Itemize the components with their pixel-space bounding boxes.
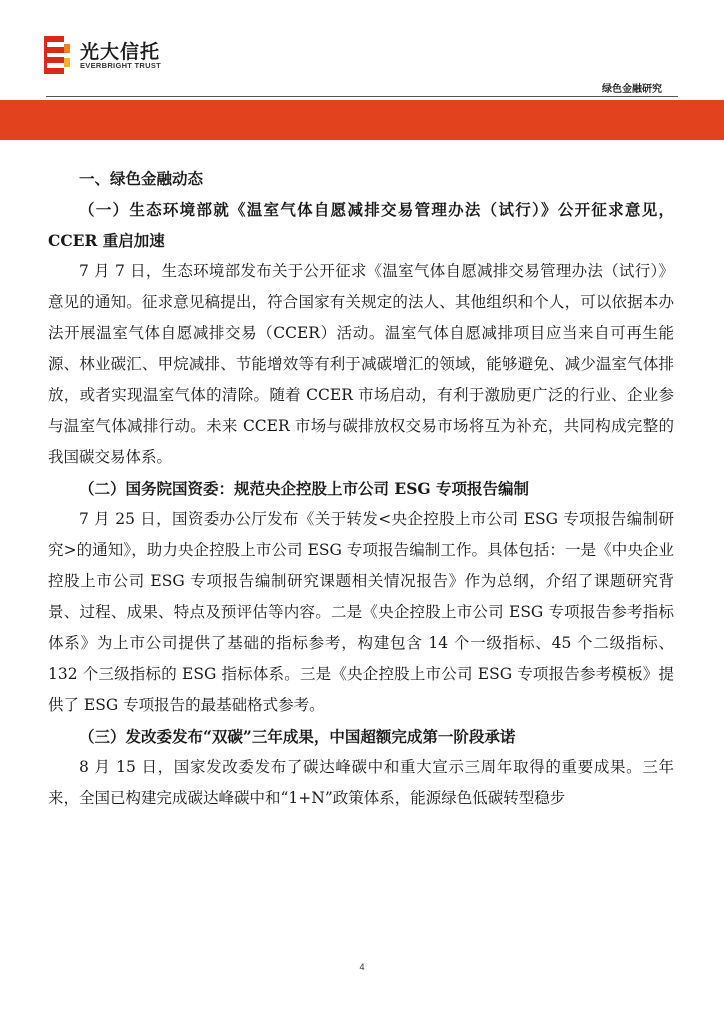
item-paragraph: 8 月 15 日，国家发改委发布了碳达峰碳中和重大宣示三周年取得的重要成果。三年来，全国已构建完成碳达峰碳中和“1+N”政策体系，能源绿色低碳转型稳步 bbox=[48, 758, 674, 807]
item-heading: （二）国务院国资委：规范央企控股上市公司 ESG 专项报告编制 bbox=[79, 479, 530, 498]
company-logo bbox=[44, 36, 172, 76]
item-heading: （三）发改委发布“双碳”三年成果，中国超额完成第一阶段承诺 bbox=[79, 727, 516, 746]
section-title: 一、绿色金融动态 bbox=[79, 169, 204, 188]
document-body bbox=[48, 163, 674, 814]
item-paragraph: 7 月 7 日，生态环境部发布关于公开征求《温室气体自愿减排交易管理办法（试行）》意见的通知。征求意见稿提出，符合国家有关规定的法人、其他组织和个人，可以依据本办法开展温室气体自愿减排交易（CCER）活动。温室气体自愿减排项目应当来自可再生能源、林业碳汇、甲烷减排、节能增效等有利于减碳增汇的领域，能够避免、减少温室气体排放，或者实现温室气体的清除。随着 CCER 市场启动，有利于激励更广泛的行业、企业参与温室气体减排行动。未来 CCER 市场与碳排放权交易市场将互为补充，共同构成完整的我国碳交易体系。 bbox=[48, 262, 674, 466]
logo-english-name: EVERBRIGHT TRUST bbox=[80, 61, 162, 70]
header-divider bbox=[46, 96, 678, 97]
header-color-band bbox=[0, 100, 724, 140]
logo-chinese-name: 光大信托 bbox=[80, 41, 161, 63]
report-series-label: 绿色金融研究 bbox=[602, 84, 662, 95]
item-heading: （一）生态环境部就《温室气体自愿减排交易管理办法（试行）》公开征求意见，CCER 重启加速 bbox=[48, 200, 674, 250]
page-number: 4 bbox=[359, 962, 365, 972]
item-paragraph: 7 月 25 日，国资委办公厅发布《关于转发<央企控股上市公司 ESG 专项报告编制研究>的通知》，助力央企控股上市公司 ESG 专项报告编制工作。具体包括：一是《中央企业控股上市公司 ESG 专项报告编制研究课题相关情况报告》作为总纲，介绍了课题研究背景、过程、成果、特点及预评估等内容。二是《央企控股上市公司 ESG 专项报告参考指标体系》为上市公司提供了基础的指标参考，构建包含 14 个一级指标、45 个二级指标、132 个三级指标的 ESG 指标体系。三是《央企控股上市公司 ESG 专项报告参考模板》提供了 ESG 专项报告的最基础格式参考。 bbox=[48, 510, 674, 714]
everbright-logo-icon bbox=[44, 36, 70, 74]
